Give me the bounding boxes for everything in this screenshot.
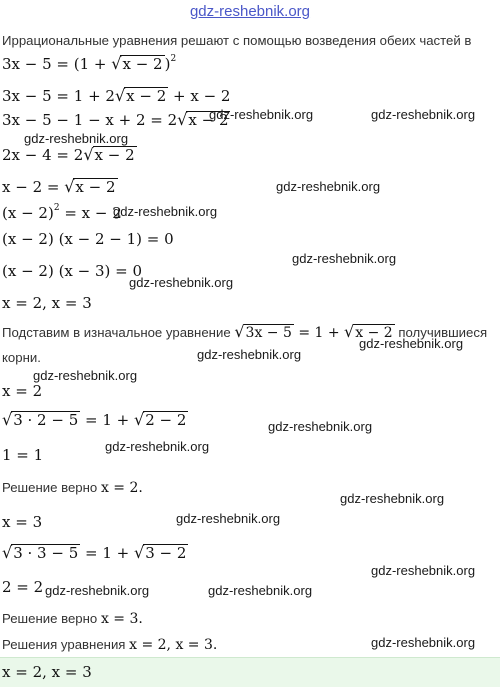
eq2-left: 3x − 5 = 1 + 2 bbox=[2, 87, 115, 105]
eq6-exponent: 2 bbox=[53, 203, 60, 213]
sqrt-symbol: √ bbox=[134, 410, 145, 429]
eq6-left: (x − 2) bbox=[2, 204, 54, 222]
watermark: gdz-reshebnik.org bbox=[209, 107, 314, 122]
eq3-radicand: x − 2 bbox=[188, 111, 229, 129]
watermark: gdz-reshebnik.org bbox=[113, 204, 218, 219]
check-x3-label: x = 3 bbox=[2, 513, 43, 531]
substitute-suffix: получившиеся bbox=[398, 325, 488, 340]
equation-line-9: x = 2, x = 3 bbox=[2, 294, 92, 312]
eq1-exponent: 2 bbox=[170, 54, 177, 64]
eq2-right: + x − 2 bbox=[168, 87, 231, 105]
equation-line-7: (x − 2) (x − 2 − 1) = 0 bbox=[2, 230, 174, 248]
watermark: gdz-reshebnik.org bbox=[105, 439, 210, 454]
site-header-link[interactable]: gdz-reshebnik.org bbox=[189, 3, 311, 20]
eq5-radicand: x − 2 bbox=[75, 178, 116, 196]
check-x3-result: 2 = 2 bbox=[2, 578, 44, 596]
sqrt-symbol: √ bbox=[2, 543, 13, 562]
intro-text: Иррациональные уравнения решают с помощью возведения обеих частей в bbox=[2, 33, 472, 48]
watermark: gdz-reshebnik.org bbox=[45, 583, 150, 598]
watermark: gdz-reshebnik.org bbox=[33, 368, 138, 383]
eq1-close: ) bbox=[164, 55, 171, 73]
correct-x3-text: Решение верно bbox=[2, 611, 98, 626]
watermark: gdz-reshebnik.org bbox=[197, 347, 302, 362]
sqrt-symbol: √ bbox=[234, 322, 245, 341]
c2-radicand-2: 3 − 2 bbox=[145, 544, 187, 562]
equation-line-1 bbox=[2, 54, 176, 73]
watermark: gdz-reshebnik.org bbox=[24, 131, 129, 146]
equation-line-4 bbox=[2, 145, 137, 164]
substitute-prefix: Подставим в изначальное уравнение bbox=[2, 325, 231, 340]
correct-x2-value: x = 2. bbox=[100, 480, 143, 496]
equation-line-3 bbox=[2, 110, 230, 129]
equation-line-8: (x − 2) (x − 3) = 0 bbox=[2, 262, 143, 280]
watermark: gdz-reshebnik.org bbox=[176, 511, 281, 526]
sqrt-symbol: √ bbox=[83, 145, 94, 164]
c1-radicand-2: 2 − 2 bbox=[145, 411, 187, 429]
check-x2-label: x = 2 bbox=[2, 382, 43, 400]
solutions-value: x = 2, x = 3. bbox=[129, 637, 218, 653]
sqrt-symbol: √ bbox=[64, 177, 75, 196]
watermark: gdz-reshebnik.org bbox=[292, 251, 397, 266]
eq1-radicand: x − 2 bbox=[122, 55, 163, 73]
eq6-right: = x − 2 bbox=[59, 204, 122, 222]
watermark: gdz-reshebnik.org bbox=[276, 179, 381, 194]
sub-mid: = 1 + bbox=[293, 325, 345, 341]
correct-x3-value: x = 3. bbox=[100, 611, 143, 627]
watermark: gdz-reshebnik.org bbox=[340, 491, 445, 506]
check-x2-result: 1 = 1 bbox=[2, 446, 44, 464]
correct-x2 bbox=[2, 480, 143, 496]
answer-box bbox=[0, 657, 500, 687]
watermark: gdz-reshebnik.org bbox=[268, 419, 373, 434]
watermark: gdz-reshebnik.org bbox=[371, 107, 476, 122]
sqrt-symbol: √ bbox=[111, 54, 122, 73]
equation-line-6 bbox=[2, 203, 122, 222]
watermark: gdz-reshebnik.org bbox=[129, 275, 234, 290]
sub-radicand-1: 3x − 5 bbox=[245, 325, 292, 341]
sqrt-symbol: √ bbox=[177, 110, 188, 129]
sqrt-symbol: √ bbox=[134, 543, 145, 562]
equation-line-2 bbox=[2, 86, 230, 105]
watermark: gdz-reshebnik.org bbox=[208, 583, 313, 598]
eq3-left: 3x − 5 − 1 − x + 2 = 2 bbox=[2, 111, 178, 129]
solutions-text: Решения уравнения bbox=[2, 637, 126, 652]
eq1-left: 3x − 5 = (1 + bbox=[2, 55, 112, 73]
watermark: gdz-reshebnik.org bbox=[359, 336, 464, 351]
c2-mid: = 1 + bbox=[80, 544, 135, 562]
equation-line-5 bbox=[2, 177, 118, 196]
roots-text: корни. bbox=[2, 350, 41, 365]
sqrt-symbol: √ bbox=[114, 86, 126, 105]
c1-mid: = 1 + bbox=[80, 411, 135, 429]
answer-value: x = 2, x = 3 bbox=[2, 663, 92, 681]
sub-radicand-2: x − 2 bbox=[355, 325, 393, 341]
eq4-left: 2x − 4 = 2 bbox=[2, 146, 84, 164]
correct-x3 bbox=[2, 611, 143, 627]
c1-radicand-1: 3 · 2 − 5 bbox=[13, 411, 79, 429]
solutions-line bbox=[2, 637, 217, 653]
c2-radicand-1: 3 · 3 − 5 bbox=[13, 544, 79, 562]
watermark: gdz-reshebnik.org bbox=[371, 563, 476, 578]
correct-x2-text: Решение верно bbox=[2, 480, 98, 495]
watermark: gdz-reshebnik.org bbox=[371, 635, 476, 650]
eq4-radicand: x − 2 bbox=[94, 146, 135, 164]
check-x3-equation bbox=[2, 543, 188, 562]
sqrt-symbol: √ bbox=[344, 322, 355, 341]
sqrt-symbol: √ bbox=[2, 410, 13, 429]
eq2-radicand: x − 2 bbox=[126, 87, 167, 105]
eq5-left: x − 2 = bbox=[2, 178, 65, 196]
check-x2-equation bbox=[2, 410, 188, 429]
